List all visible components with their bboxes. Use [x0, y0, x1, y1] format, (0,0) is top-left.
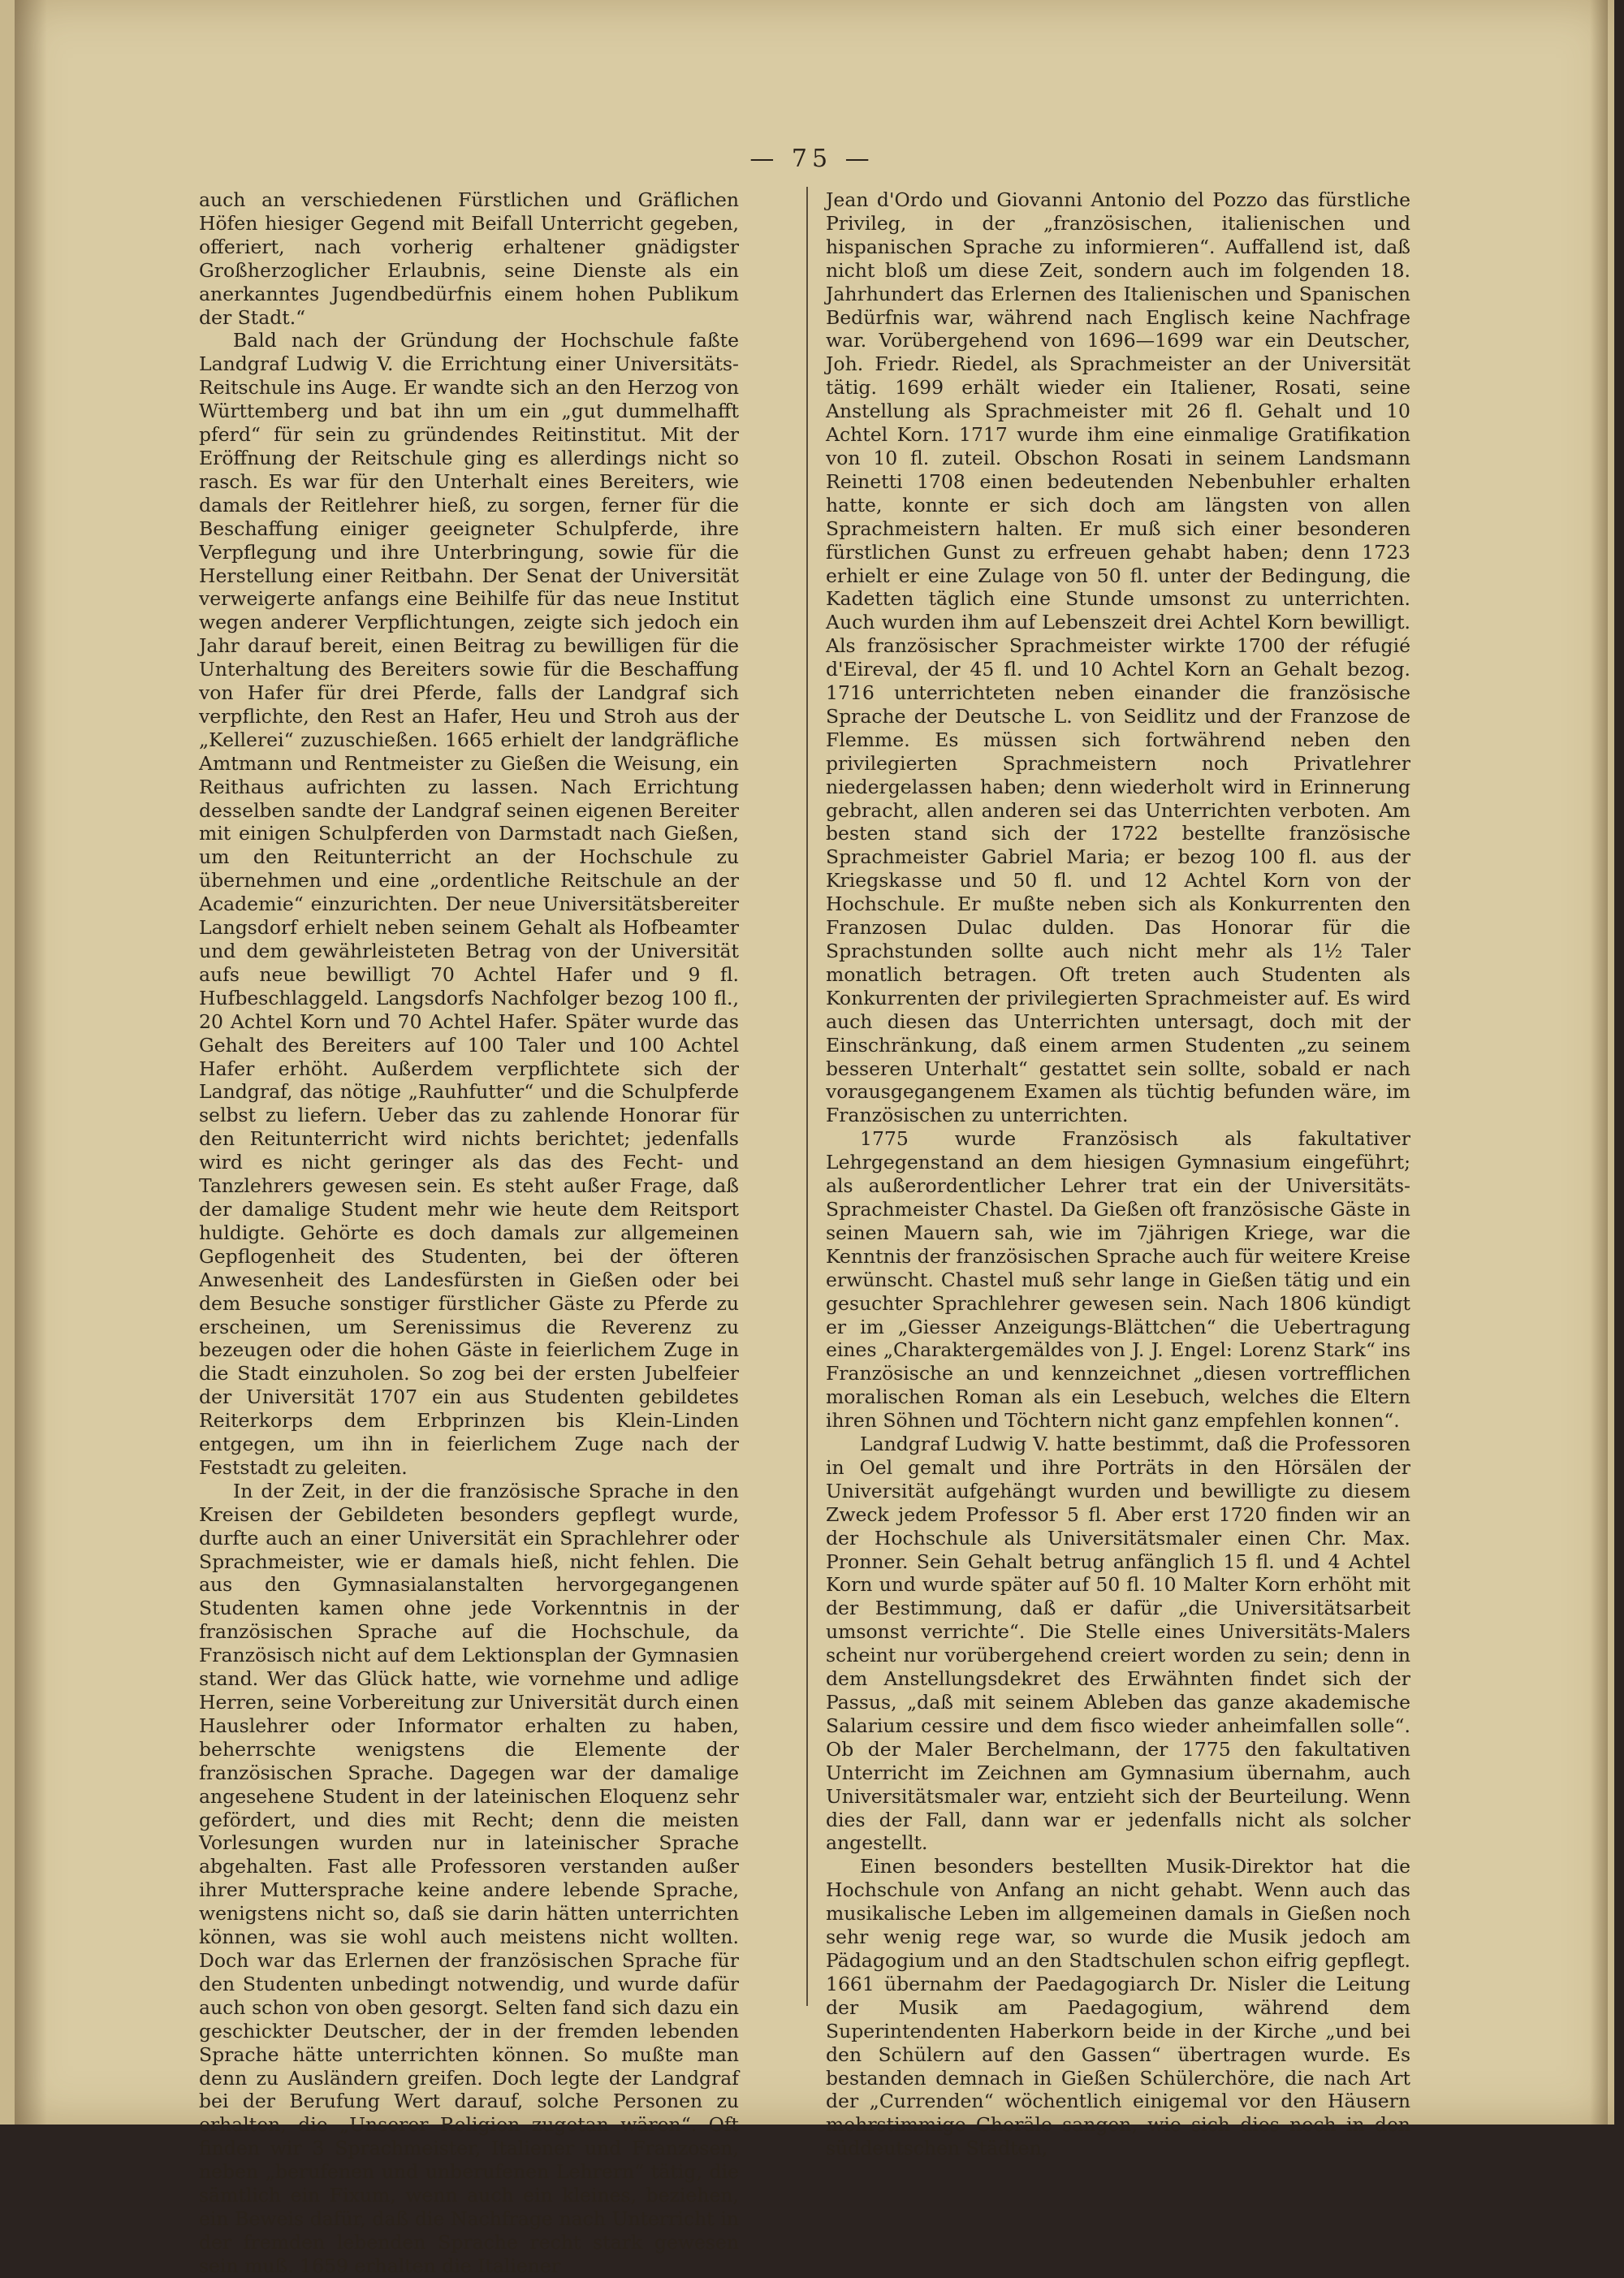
left-paragraph-2: Bald nach der Gründung der Hochschule faßte Landgraf Ludwig V. die Errichtung einer Universitäts-Reitschule ins Auge. Er wandte sich an den Herzog von Württemberg und bat ihn um ein „gut dummelhafft pferd“ für sein zu gründendes Reitinstitut. Mit der Eröffnung der Reitschule ging es allerdings nicht so rasch. Es war für den Unterhalt eines Bereiters, wie damals der Reitlehrer hieß, zu sorgen, ferner für die Beschaffung einiger geeigneter Schulpferde, ihre Verpflegung und ihre Unterbringung, sowie für die Herstellung einer Reitbahn. Der Senat der Universität verweigerte anfangs eine Beihilfe für das neue Institut wegen anderer Verpflichtungen, zeigte sich jedoch ein Jahr darauf bereit, einen Beitrag zu bewilligen für die Unterhaltung des Bereiters sowie für die Beschaffung von Hafer für drei Pferde, falls der Landgraf sich verpflichte, den Rest an Hafer, Heu und Stroh aus der „Kellerei“ zuzuschießen. 1665 erhielt der landgräfliche Amtmann und Rentmeister zu Gießen die Weisung, ein Reithaus aufrichten zu lassen. Nach Errichtung desselben sandte der Landgraf seinen eigenen Bereiter mit einigen Schulpferden von Darmstadt nach Gießen, um den Reitunterricht an der Hochschule zu übernehmen und eine „ordentliche Reitschule an der Academie“ einzurichten. Der neue Universitätsbereiter Langsdorf erhielt neben seinem Gehalt als Hofbeamter und dem gewährleisteten Betrag von der Universität aufs neue bewilligt 70 Achtel Hafer und 9 fl. Hufbeschlaggeld. Langsdorfs Nachfolger bezog 100 fl., 20 Achtel Korn und 70 Achtel Hafer. Später wurde das Gehalt des Bereiters auf 100 Taler und 100 Achtel Hafer erhöht. Außerdem verpflichtete sich der Landgraf, das nötige „Rauhfutter“ und die Schulpferde selbst zu liefern. Ueber das zu zahlende Honorar für den Reitunterricht wird nichts berichtet; jedenfalls wird es nicht geringer als das des Fecht- und Tanzlehrers gewesen sein. Es steht außer Frage, daß der damalige Student mehr wie heute dem Reitsport huldigte. Gehörte es doch damals zur allgemeinen Gepflogenheit des Studenten, bei der öfteren Anwesenheit des Landesfürsten in Gießen oder bei dem Besuche sonstiger fürstlicher Gäste zu Pferde zu erscheinen, um Serenissimus die Reverenz zu bezeugen oder die hohen Gäste in feierlichem Zuge in die Stadt einzuholen. So zog bei der ersten Jubelfeier der Universität 1707 ein aus Studenten gebildetes Reiterkorps dem Erbprinzen bis Klein-Linden entgegen, um ihn in feierlichem Zuge nach der Feststadt zu geleiten. — [199, 329, 739, 1479]
page-number: — 75 — — [749, 145, 875, 173]
left-text-column — [199, 188, 739, 2278]
left-paragraph-1: auch an verschiedenen Fürstlichen und Gräflichen Höfen hiesiger Gegend mit Beifall Unterricht gegeben, offeriert, nach vorherig erhaltener gnädigster Großherzoglicher Erlaubnis, seine Dienste als ein anerkanntes Jugendbedürfnis einem hohen Publikum der Stadt.“ — [199, 188, 739, 329]
left-paragraph-3: In der Zeit, in der die französische Sprache in den Kreisen der Gebildeten besonders gepflegt wurde, durfte auch an einer Universität ein Sprachlehrer oder Sprachmeister, wie er damals hieß, nicht fehlen. Die aus den Gymnasialanstalten hervorgegangenen Studenten kamen ohne jede Vorkenntnis in der französischen Sprache auf die Hochschule, da Französisch nicht auf dem Lektionsplan der Gymnasien stand. Wer das Glück hatte, wie vornehme und adlige Herren, seine Vorbereitung zur Universität durch einen Hauslehrer oder Informator erhalten zu haben, beherrschte wenigstens die Elemente der französischen Sprache. Dagegen war der damalige angesehene Student in der lateinischen Eloquenz sehr gefördert, und dies mit Recht; denn die meisten Vorlesungen wurden nur in lateinischer Sprache abgehalten. Fast alle Professoren verstanden außer ihrer Muttersprache keine andere lebende Sprache, wenigstens nicht so, daß sie darin hätten unterrichten können, was sie wohl auch meistens nicht wollten. Doch war das Erlernen der französischen Sprache für den Studenten unbedingt notwendig, und wurde dafür auch schon von oben gesorgt. Selten fand sich dazu ein geschickter Deutscher, der in der fremden lebenden Sprache hätte unterrichten können. So mußte man denn zu Ausländern greifen. Doch legte der Landgraf bei der Berufung Wert darauf, solche Personen zu erhalten, die „Unserer Religion zugetan wären“. Oft finden wir 3 Sprachmeister, Italiener und Franzosen, neben „berufenen und unberufenen Lehrern“ tätig, die sämtlich ein Fixum, wenn auch ein kleines, beziehen, ein Beweis dafür, daß die Nachfrage nach Unterricht in der fremden lebenden Sprache recht stark gewesen sein muß. 1659 erhalten die Italiener — [199, 1479, 739, 2277]
page-edge-shadow — [1590, 0, 1608, 2125]
book-binding-edge — [0, 0, 15, 2125]
column-divider — [806, 187, 808, 2006]
right-text-column — [826, 188, 1410, 2160]
right-paragraph-2: 1775 wurde Französisch als fakultativer Lehrgegenstand an dem hiesigen Gymnasium eingeführt; als außerordentlicher Lehrer trat ein der Universitäts-Sprachmeister Chastel. Da Gießen oft französische Gäste in seinen Mauern sah, wie im 7jährigen Kriege, war die Kenntnis der französischen Sprache auch für weitere Kreise erwünscht. Chastel muß sehr lange in Gießen tätig und ein gesuchter Sprachlehrer gewesen sein. Nach 1806 kündigt er im „Giesser Anzeigungs-Blättchen“ die Uebertragung eines „Charaktergemäldes von J. J. Engel: Lorenz Stark“ ins Französische an und kennzeichnet „diesen vortrefflichen moralischen Roman als ein Lesebuch, welches die Eltern ihren Söhnen und Töchtern nicht ganz empfehlen konnen“. — [826, 1127, 1410, 1433]
right-paragraph-3: Landgraf Ludwig V. hatte bestimmt, daß die Professoren in Oel gemalt und ihre Porträts in den Hörsälen der Universität aufgehängt wurden und bewilligte zu diesem Zweck jedem Professor 5 fl. Aber erst 1720 finden wir an der Hochschule als Universitätsmaler einen Chr. Max. Pronner. Sein Gehalt betrug anfänglich 15 fl. und 4 Achtel Korn und wurde später auf 50 fl. 10 Malter Korn erhöht mit der Bestimmung, daß er dafür „die Universitätsarbeit umsonst verrichte“. Die Stelle eines Universitäts-Malers scheint nur vorübergehend creiert worden zu sein; denn in dem Anstellungsdekret des Erwähnten findet sich der Passus, „daß mit seinem Ableben das ganze akademische Salarium cessire und dem fisco wieder anheimfallen solle“. Ob der Maler Berchelmann, der 1775 den fakultativen Unterricht im Zeichnen am Gymnasium übernahm, auch Universitätsmaler war, entzieht sich der Beurteilung. Wenn dies der Fall, dann war er jedenfalls nicht als solcher angestellt. — [826, 1433, 1410, 1855]
right-paragraph-1: Jean d'Ordo und Giovanni Antonio del Pozzo das fürstliche Privileg, in der „französischen, italienischen und hispanischen Sprache zu informieren“. Auffallend ist, daß nicht bloß um diese Zeit, sondern auch im folgenden 18. Jahrhundert das Erlernen des Italienischen und Spanischen Bedürfnis war, während nach Englisch keine Nachfrage war. Vorübergehend von 1696—1699 war ein Deutscher, Joh. Friedr. Riedel, als Sprachmeister an der Universität tätig. 1699 erhält wieder ein Italiener, Rosati, seine Anstellung als Sprachmeister mit 26 fl. Gehalt und 10 Achtel Korn. 1717 wurde ihm eine einmalige Gratifikation von 10 fl. zuteil. Obschon Rosati in seinem Landsmann Reinetti 1708 einen bedeutenden Nebenbuhler erhalten hatte, konnte er sich doch am längsten von allen Sprachmeistern halten. Er muß sich einer besonderen fürstlichen Gunst zu erfreuen gehabt haben; denn 1723 erhielt er eine Zulage von 50 fl. unter der Bedingung, die Kadetten täglich eine Stunde umsonst zu unterrichten. Auch wurden ihm auf Lebenszeit drei Achtel Korn bewilligt. Als französischer Sprachmeister wirkte 1700 der réfugié d'Eireval, der 45 fl. und 10 Achtel Korn an Gehalt bezog. 1716 unterrichteten neben einander die französische Sprache der Deutsche L. von Seidlitz und der Franzose de Flemme. Es müssen sich fortwährend neben den privilegierten Sprachmeistern noch Privatlehrer niedergelassen haben; denn wiederholt wird in Erinnerung gebracht, allen anderen sei das Unterrichten verboten. Am besten stand sich der 1722 bestellte französische Sprachmeister Gabriel Maria; er bezog 100 fl. aus der Kriegskasse und 50 fl. und 12 Achtel Korn von der Hochschule. Er mußte neben sich als Konkurrenten den Franzosen Dulac dulden. Das Honorar für die Sprachstunden sollte auch nicht mehr als 1½ Taler monatlich betragen. Oft treten auch Studenten als Konkurrenten der privilegierten Sprachmeister auf. Es wird auch diesen das Unterrichten untersagt, doch mit der Einschränkung, daß einem armen Studenten „zu seinem besseren Unterhalt“ gestattet sein sollte, sobald er nach vorausgegangenem Examen als tüchtig befunden wäre, im Französischen zu unterrichten. — [826, 188, 1410, 1127]
page-fold-shadow — [15, 0, 47, 2125]
right-paragraph-4: Einen besonders bestellten Musik-Direktor hat die Hochschule von Anfang an nicht gehabt. Wenn auch das musikalische Leben im allgemeinen damals in Gießen noch sehr wenig rege war, so wurde die Musik jedoch am Pädagogium und an den Stadtschulen schon eifrig gepflegt. 1661 übernahm der Paedagogiarch Dr. Nisler die Leitung der Musik am Paedagogium, während dem Superintendenten Haberkorn beide in der Kirche „und bei den Schülern auf den Gassen“ übertragen wurde. Es bestanden demnach in Gießen Schülerchöre, die nach Art der „Currenden“ wöchentlich einigemal vor den Häusern mehrstimmige Choräle sangen, wie sich dies noch in den süddeutschen Städten, — [826, 1855, 1410, 2160]
